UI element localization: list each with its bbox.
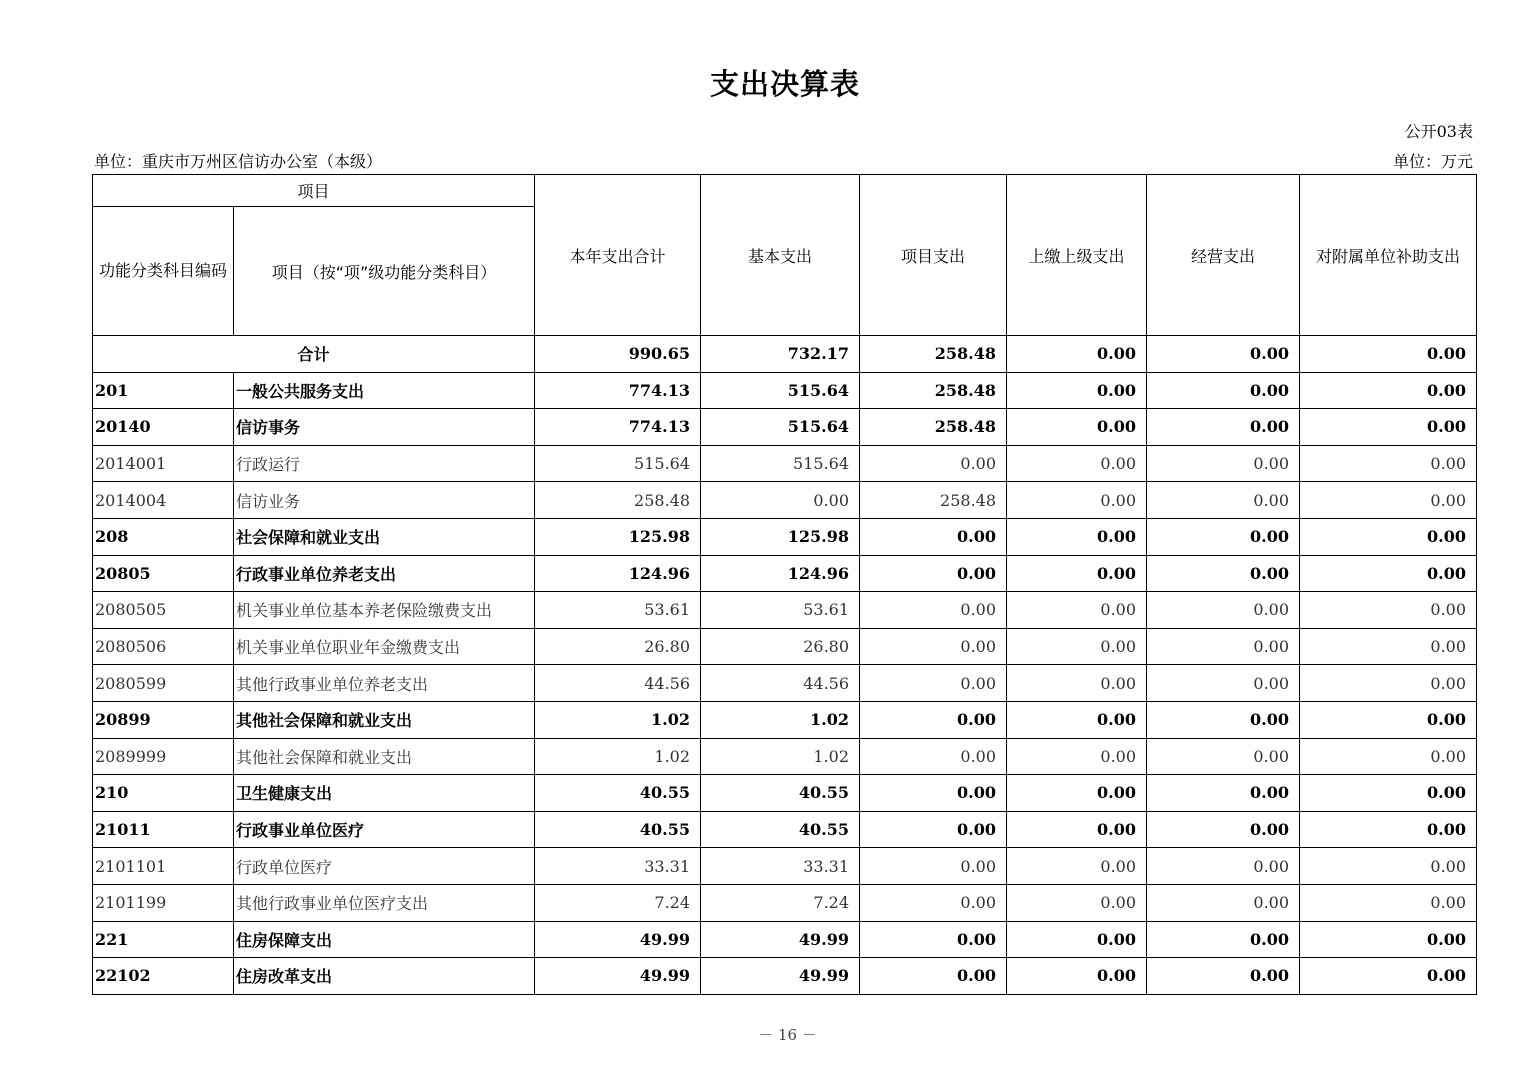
row-value: 0.00 bbox=[1007, 518, 1147, 555]
row-value: 0.00 bbox=[1147, 555, 1300, 592]
row-value: 53.61 bbox=[701, 592, 860, 629]
row-code: 210 bbox=[93, 775, 234, 812]
row-value: 1.02 bbox=[535, 738, 701, 775]
row-value: 774.13 bbox=[535, 372, 701, 409]
row-value: 0.00 bbox=[1007, 811, 1147, 848]
row-value: 0.00 bbox=[1300, 592, 1477, 629]
row-value: 40.55 bbox=[535, 775, 701, 812]
row-value: 0.00 bbox=[860, 958, 1007, 995]
row-value: 515.64 bbox=[535, 445, 701, 482]
page-number: － 16 － bbox=[758, 1026, 817, 1044]
row-value: 0.00 bbox=[1300, 884, 1477, 921]
header-business: 经营支出 bbox=[1147, 175, 1300, 336]
row-value: 0.00 bbox=[860, 592, 1007, 629]
header-subsidy: 对附属单位补助支出 bbox=[1300, 175, 1477, 336]
row-value: 0.00 bbox=[1147, 628, 1300, 665]
row-value: 0.00 bbox=[1147, 848, 1300, 885]
row-name: 行政运行 bbox=[234, 445, 535, 482]
row-value: 53.61 bbox=[535, 592, 701, 629]
row-name: 机关事业单位职业年金缴费支出 bbox=[234, 628, 535, 665]
row-value: 0.00 bbox=[1147, 445, 1300, 482]
row-code: 20805 bbox=[93, 555, 234, 592]
table-row bbox=[93, 738, 1477, 775]
row-value: 26.80 bbox=[535, 628, 701, 665]
row-name: 其他行政事业单位医疗支出 bbox=[234, 884, 535, 921]
total-cell: 0.00 bbox=[1147, 336, 1300, 373]
row-value: 0.00 bbox=[1300, 482, 1477, 519]
row-name: 住房保障支出 bbox=[234, 921, 535, 958]
row-name: 机关事业单位基本养老保险缴费支出 bbox=[234, 592, 535, 629]
row-value: 0.00 bbox=[860, 555, 1007, 592]
header-project: 项目支出 bbox=[860, 175, 1007, 336]
row-name: 其他行政事业单位养老支出 bbox=[234, 665, 535, 702]
row-name: 其他社会保障和就业支出 bbox=[234, 701, 535, 738]
row-value: 40.55 bbox=[535, 811, 701, 848]
row-value: 258.48 bbox=[860, 482, 1007, 519]
row-value: 515.64 bbox=[701, 372, 860, 409]
row-value: 124.96 bbox=[701, 555, 860, 592]
header-name: 项目（按“项”级功能分类科目） bbox=[234, 207, 535, 336]
row-value: 0.00 bbox=[1300, 372, 1477, 409]
row-value: 0.00 bbox=[860, 775, 1007, 812]
row-name: 行政单位医疗 bbox=[234, 848, 535, 885]
row-value: 0.00 bbox=[1147, 811, 1300, 848]
row-value: 0.00 bbox=[1300, 701, 1477, 738]
header-upper: 上缴上级支出 bbox=[1007, 175, 1147, 336]
currency-unit: 单位：万元 bbox=[1392, 152, 1473, 171]
row-value: 0.00 bbox=[1147, 665, 1300, 702]
table-row bbox=[93, 665, 1477, 702]
row-value: 0.00 bbox=[860, 701, 1007, 738]
table-row bbox=[93, 884, 1477, 921]
row-value: 0.00 bbox=[860, 884, 1007, 921]
row-value: 49.99 bbox=[701, 958, 860, 995]
row-code: 2014001 bbox=[93, 445, 234, 482]
total-cell: 0.00 bbox=[1300, 336, 1477, 373]
table-row bbox=[93, 958, 1477, 995]
total-cell: 732.17 bbox=[701, 336, 860, 373]
row-value: 0.00 bbox=[860, 445, 1007, 482]
table-row bbox=[93, 701, 1477, 738]
row-value: 0.00 bbox=[1147, 775, 1300, 812]
row-value: 0.00 bbox=[1300, 921, 1477, 958]
row-value: 0.00 bbox=[1007, 665, 1147, 702]
row-value: 0.00 bbox=[701, 482, 860, 519]
row-code: 21011 bbox=[93, 811, 234, 848]
row-value: 258.48 bbox=[860, 409, 1007, 446]
table-row bbox=[93, 848, 1477, 885]
row-value: 33.31 bbox=[535, 848, 701, 885]
row-value: 124.96 bbox=[535, 555, 701, 592]
row-code: 20899 bbox=[93, 701, 234, 738]
table-row bbox=[93, 518, 1477, 555]
row-value: 0.00 bbox=[1300, 555, 1477, 592]
row-value: 49.99 bbox=[535, 921, 701, 958]
table-row bbox=[93, 592, 1477, 629]
row-value: 0.00 bbox=[860, 628, 1007, 665]
row-value: 44.56 bbox=[535, 665, 701, 702]
table-row bbox=[93, 482, 1477, 519]
row-code: 2101101 bbox=[93, 848, 234, 885]
total-cell: 258.48 bbox=[860, 336, 1007, 373]
row-code: 2080506 bbox=[93, 628, 234, 665]
row-value: 0.00 bbox=[1147, 372, 1300, 409]
row-value: 26.80 bbox=[701, 628, 860, 665]
row-value: 0.00 bbox=[1147, 701, 1300, 738]
row-code: 221 bbox=[93, 921, 234, 958]
row-value: 258.48 bbox=[860, 372, 1007, 409]
form-number: 公开03表 bbox=[1404, 122, 1473, 141]
row-code: 208 bbox=[93, 518, 234, 555]
row-value: 49.99 bbox=[701, 921, 860, 958]
row-code: 2080599 bbox=[93, 665, 234, 702]
header-project-group: 项目 bbox=[93, 175, 535, 207]
row-value: 0.00 bbox=[1007, 409, 1147, 446]
row-name: 信访业务 bbox=[234, 482, 535, 519]
row-value: 0.00 bbox=[1007, 775, 1147, 812]
row-value: 0.00 bbox=[860, 848, 1007, 885]
row-value: 0.00 bbox=[1147, 921, 1300, 958]
row-value: 0.00 bbox=[1007, 445, 1147, 482]
row-value: 7.24 bbox=[701, 884, 860, 921]
row-value: 0.00 bbox=[1147, 958, 1300, 995]
row-value: 0.00 bbox=[1007, 701, 1147, 738]
row-value: 0.00 bbox=[1007, 592, 1147, 629]
row-name: 一般公共服务支出 bbox=[234, 372, 535, 409]
row-value: 0.00 bbox=[860, 921, 1007, 958]
row-value: 0.00 bbox=[1147, 482, 1300, 519]
row-code: 201 bbox=[93, 372, 234, 409]
row-value: 0.00 bbox=[1147, 409, 1300, 446]
row-code: 2089999 bbox=[93, 738, 234, 775]
row-value: 0.00 bbox=[1007, 372, 1147, 409]
row-value: 40.55 bbox=[701, 775, 860, 812]
row-value: 7.24 bbox=[535, 884, 701, 921]
expenditure-table bbox=[92, 174, 1477, 995]
row-value: 49.99 bbox=[535, 958, 701, 995]
row-value: 0.00 bbox=[860, 518, 1007, 555]
table-row bbox=[93, 628, 1477, 665]
row-value: 1.02 bbox=[535, 701, 701, 738]
total-cell: 0.00 bbox=[1007, 336, 1147, 373]
row-value: 774.13 bbox=[535, 409, 701, 446]
row-name: 社会保障和就业支出 bbox=[234, 518, 535, 555]
row-name: 住房改革支出 bbox=[234, 958, 535, 995]
row-name: 卫生健康支出 bbox=[234, 775, 535, 812]
row-value: 0.00 bbox=[1007, 628, 1147, 665]
row-value: 0.00 bbox=[1300, 518, 1477, 555]
row-code: 2080505 bbox=[93, 592, 234, 629]
row-value: 0.00 bbox=[1300, 628, 1477, 665]
row-value: 44.56 bbox=[701, 665, 860, 702]
row-value: 40.55 bbox=[701, 811, 860, 848]
row-value: 0.00 bbox=[1300, 811, 1477, 848]
row-value: 1.02 bbox=[701, 738, 860, 775]
row-value: 0.00 bbox=[1300, 848, 1477, 885]
row-value: 0.00 bbox=[1007, 555, 1147, 592]
row-code: 2101199 bbox=[93, 884, 234, 921]
total-row bbox=[93, 336, 1477, 373]
table-row bbox=[93, 555, 1477, 592]
row-name: 信访事务 bbox=[234, 409, 535, 446]
row-value: 0.00 bbox=[1147, 518, 1300, 555]
row-value: 0.00 bbox=[860, 811, 1007, 848]
table-row bbox=[93, 409, 1477, 446]
row-value: 0.00 bbox=[860, 738, 1007, 775]
row-value: 125.98 bbox=[701, 518, 860, 555]
row-value: 0.00 bbox=[860, 665, 1007, 702]
row-value: 0.00 bbox=[1300, 409, 1477, 446]
row-value: 0.00 bbox=[1147, 738, 1300, 775]
row-value: 0.00 bbox=[1007, 884, 1147, 921]
row-value: 0.00 bbox=[1300, 958, 1477, 995]
row-value: 0.00 bbox=[1300, 445, 1477, 482]
table-row bbox=[93, 372, 1477, 409]
reporting-unit: 单位：重庆市万州区信访办公室（本级） bbox=[94, 152, 383, 171]
row-value: 0.00 bbox=[1147, 592, 1300, 629]
row-code: 2014004 bbox=[93, 482, 234, 519]
row-value: 0.00 bbox=[1007, 921, 1147, 958]
row-value: 0.00 bbox=[1300, 738, 1477, 775]
row-value: 33.31 bbox=[701, 848, 860, 885]
row-value: 515.64 bbox=[701, 445, 860, 482]
row-name: 其他社会保障和就业支出 bbox=[234, 738, 535, 775]
row-value: 0.00 bbox=[1007, 738, 1147, 775]
row-value: 0.00 bbox=[1147, 884, 1300, 921]
header-code: 功能分类科目编码 bbox=[93, 207, 234, 336]
table-row bbox=[93, 445, 1477, 482]
page-title: 支出决算表 bbox=[709, 67, 860, 101]
header-basic: 基本支出 bbox=[701, 175, 860, 336]
row-value: 125.98 bbox=[535, 518, 701, 555]
row-name: 行政事业单位医疗 bbox=[234, 811, 535, 848]
row-code: 22102 bbox=[93, 958, 234, 995]
row-value: 0.00 bbox=[1007, 958, 1147, 995]
total-cell: 990.65 bbox=[535, 336, 701, 373]
row-value: 258.48 bbox=[535, 482, 701, 519]
row-code: 20140 bbox=[93, 409, 234, 446]
row-value: 1.02 bbox=[701, 701, 860, 738]
header-total: 本年支出合计 bbox=[535, 175, 701, 336]
row-value: 515.64 bbox=[701, 409, 860, 446]
table-row bbox=[93, 775, 1477, 812]
table-row bbox=[93, 921, 1477, 958]
total-label: 合计 bbox=[93, 336, 535, 373]
row-name: 行政事业单位养老支出 bbox=[234, 555, 535, 592]
row-value: 0.00 bbox=[1300, 665, 1477, 702]
row-value: 0.00 bbox=[1300, 775, 1477, 812]
row-value: 0.00 bbox=[1007, 482, 1147, 519]
table-row bbox=[93, 811, 1477, 848]
row-value: 0.00 bbox=[1007, 848, 1147, 885]
